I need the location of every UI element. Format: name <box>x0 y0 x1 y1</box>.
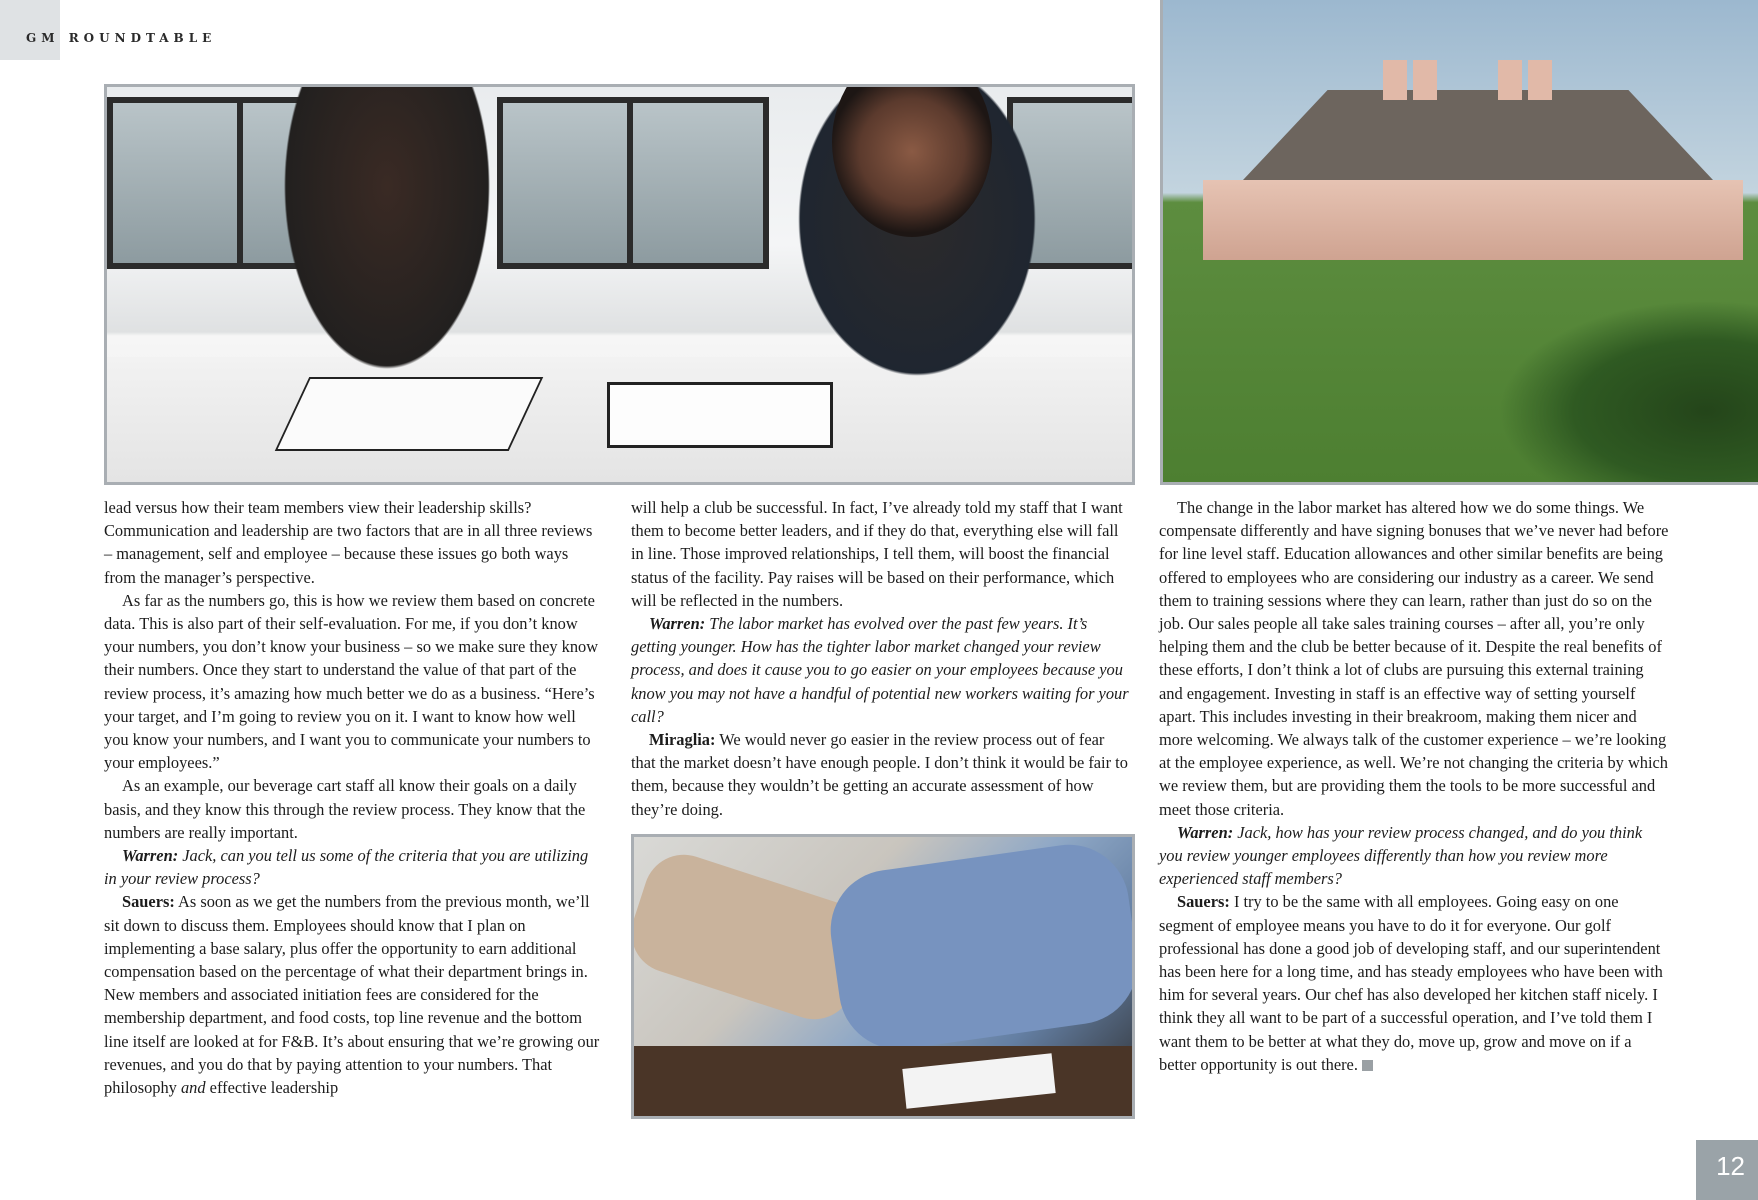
section-label: GM ROUNDTABLE <box>26 31 217 45</box>
section-tab <box>0 0 60 60</box>
clubhouse-facade <box>1203 180 1743 260</box>
tree-shadow <box>1498 300 1758 485</box>
handshake-photo <box>631 834 1135 1119</box>
clubhouse-photo <box>1160 0 1758 485</box>
answer-text: I try to be the same with all employees. Going easy on one segment of employee means you have to do it for everyone. Our golf professional has done a good job of developing staff, and our superintendent has been here for a long time, and has steady employees who have been with him for several years. Our chef has also developed her kitchen staff nicely. I think they all want to be part of a successful operation, and I’ve told them I want them to be better at what they do, move up, grow and move on if a better opportunity is out there. <box>1159 892 1663 1074</box>
chimney <box>1413 60 1437 100</box>
two-women-meeting-photo <box>104 84 1135 485</box>
answer-text: effective leadership <box>209 1078 339 1098</box>
article-column-2 <box>631 496 1131 821</box>
page-number: 12 <box>1716 1151 1745 1181</box>
notebook-right <box>607 382 833 448</box>
article-column-1 <box>104 496 604 1099</box>
speaker-name: Warren: <box>649 614 706 634</box>
end-of-article-mark <box>1362 1060 1373 1071</box>
window-decor <box>627 97 769 269</box>
chimney <box>1528 60 1552 100</box>
question-text: Jack, can you tell us some of the criteria that you are utilizing in your review process? <box>104 846 589 889</box>
chimney <box>1498 60 1522 100</box>
emphasis-text: and <box>180 1078 206 1098</box>
chimney <box>1383 60 1407 100</box>
interview-question <box>631 612 1131 728</box>
window-decor <box>107 97 249 269</box>
speaker-name: Warren: <box>1177 822 1234 842</box>
interview-answer <box>631 728 1131 821</box>
desk <box>634 1046 1132 1116</box>
answer-text: We would never go easier in the review process out of fear that the market doesn’t have enough people. I don’t think it would be fair to them, because they wouldn’t be getting an accurate assessment of how they’re doing. <box>631 730 1128 819</box>
clubhouse-roof <box>1243 90 1713 180</box>
interview-question <box>104 844 604 890</box>
answer-text: As soon as we get the numbers from the previous month, we’ll sit down to discuss them. Employees should know that I plan on implementing a base salary, plus offer the opportunity to earn additional compensation based on the percentage of what their department brings in. New members and associated initiation fees are considered for the membership department, and food costs, top line revenue and the bottom line itself are looked at for F&B. It’s about ensuring that we’re growing our revenues, and you do that by paying attention to your numbers. That philosophy <box>104 892 600 1098</box>
speaker-name: Sauers: <box>1177 892 1230 912</box>
interview-answer <box>1159 890 1669 1076</box>
interview-answer <box>104 890 604 1099</box>
paragraph: As far as the numbers go, this is how we review them based on concrete data. This is also part of their self-evaluation. For me, if you don’t know your numbers, you don’t know your business – so we make sure they know their numbers. Once they start to understand the value of that part of the review process, it’s amazing how much better we do as a business. “Here’s your target, and I’m going to review you on it. I want to know how well you know your numbers, and I want you to communicate your numbers to your employees.” <box>104 590 599 773</box>
arm-right <box>823 837 1135 1057</box>
speaker-name: Sauers: <box>122 892 175 912</box>
question-text: The labor market has evolved over the past few years. It’s getting younger. How has the tighter labor market changed your review process, and does it cause you to go easier on your employees because you know you may not have a handful of potential new workers waiting for your call? <box>631 614 1129 726</box>
speaker-name: Miraglia: <box>649 730 716 750</box>
interview-question <box>1159 821 1669 891</box>
question-text: Jack, how has your review process changed, and do you think you review younger employees differently than how you review more experienced staff members? <box>1159 822 1643 889</box>
article-column-3 <box>1159 496 1669 1076</box>
speaker-name: Warren: <box>122 846 179 866</box>
paragraph: will help a club be successful. In fact, I’ve already told my staff that I want them to become better leaders, and if they do that, everything else will fall in line. Those improved relationships, I tell them, will boost the financial status of the facility. Pay raises will be based on their performance, which will be reflected in the numbers. <box>631 498 1123 610</box>
paragraph: lead versus how their team members view their leadership skills? Communication and leadership are two factors that are in all three reviews – management, self and employee – because these issues go both ways from the manager’s perspective. <box>104 498 593 587</box>
window-decor <box>497 97 639 269</box>
notebook-left <box>275 377 544 451</box>
paragraph: As an example, our beverage cart staff all know their goals on a daily basis, and they know this through the review process. They know that the numbers are really important. <box>104 776 586 842</box>
paragraph: The change in the labor market has altered how we do some things. We compensate differently and have signing bonuses that we’ve never had before for line level staff. Education allowances and other similar benefits are being offered to employees who are considering our industry as a career. We send them to training sessions where they can learn, rather than just do so on the job. Our sales people all take sales training courses – after all, you’re only helping them and the club be better because of it. Despite the real benefits of these efforts, I don’t think a lot of clubs are pursuing this external training and engagement. Investing in staff is an effective way of setting yourself apart. This includes investing in their breakroom, making them nicer and more welcoming. We always talk of the customer experience – we’re looking at the employee experience, as well. We’re not changing the criteria by which we review them, but are providing them the tools to be more successful and meet those criteria. <box>1159 498 1669 819</box>
woman-left-figure <box>257 87 517 417</box>
